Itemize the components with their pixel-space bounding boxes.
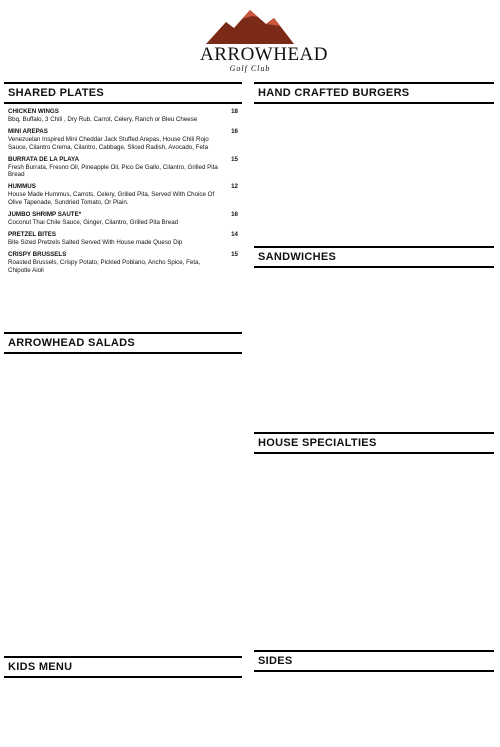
section-header-specialties: HOUSE SPECIALTIES — [254, 432, 494, 454]
menu-item-price: 16 — [231, 211, 238, 219]
menu-item — [8, 231, 238, 247]
menu-item-price: 12 — [231, 183, 238, 191]
burgers-list — [254, 104, 494, 108]
section-header-kids: KIDS MENU — [4, 656, 242, 678]
section-header-salads: ARROWHEAD SALADS — [4, 332, 242, 354]
sandwiches-column — [254, 246, 494, 272]
salads-list — [4, 354, 242, 358]
menu-item-price: 14 — [231, 231, 238, 239]
menu-item-name: MINI AREPAS — [8, 128, 48, 136]
menu-item-name: PRETZEL BITES — [8, 231, 57, 239]
sides-list — [254, 672, 494, 674]
menu-item — [8, 108, 238, 124]
menu-item — [8, 251, 238, 274]
kids-list — [8, 678, 238, 680]
menu-item-price: 18 — [231, 108, 238, 115]
section-header-burgers: HAND CRAFTED BURGERS — [254, 82, 494, 104]
specialties-column — [254, 432, 494, 458]
menu-item-description: House Made Hummus, Carrots, Celery, Grilled Pita, Served With Choice Of Olive Tapenade, Sundried Tomato, Or Plain. — [8, 191, 215, 207]
menu-item — [8, 211, 238, 227]
menu-item-description: Venezuelan Inspired Mini Cheddar Jack Stuffed Arepas, House Chili Rojo Sauce, Cilantro Crema, Cilantro, Cabbage, Sliced Radish, Avocado, Feta — [8, 136, 209, 151]
menu-item-name: JUMBO SHRIMP SAUTE* — [8, 211, 82, 219]
burgers-column — [254, 82, 494, 108]
menu-item — [8, 128, 238, 151]
menu-item-description: Fresh Burrata, Fresno Oil, Pineapple Oil, Pico De Gallo, Cilantro, Grilled Pita Bread — [8, 163, 218, 179]
sandwiches-list — [254, 268, 494, 272]
kids-column — [4, 656, 242, 680]
menu-item-price: 15 — [231, 251, 238, 259]
brand-name: ARROWHEAD — [200, 44, 328, 65]
sides-column — [254, 650, 494, 674]
mountain-logo-icon — [204, 6, 296, 46]
menu-item — [8, 183, 238, 206]
menu-item-description: Bite Sized Pretzels Salted Served With House made Queso Dip — [8, 239, 183, 247]
menu-item-name: CHICKEN WINGS — [8, 108, 59, 115]
section-header-shared-plates: SHARED PLATES — [4, 82, 242, 104]
menu-item-price: 16 — [231, 128, 238, 136]
shared-plates-list — [4, 104, 242, 275]
menu-item-name: CRISPY BRUSSELS — [8, 251, 67, 259]
menu-item — [8, 156, 238, 179]
menu-item-description: Coconut Thai Chile Sauce, Ginger, Cilantro, Grilled Pita Bread — [8, 219, 179, 227]
menu-item-description: Bbq, Buffalo, 3 Chili , Dry Rub, Carrot, Celery, Ranch or Bleu Cheese — [8, 116, 198, 123]
salads-column — [4, 332, 242, 358]
left-column — [4, 82, 242, 279]
section-header-sandwiches: SANDWICHES — [254, 246, 494, 268]
section-header-sides: SIDES — [254, 650, 494, 672]
logo — [200, 6, 328, 78]
menu-item-name: HUMMUS — [8, 183, 36, 191]
brand-subtitle: Golf Club — [229, 64, 271, 73]
specialties-list — [254, 454, 494, 458]
menu-item-description: Roasted Brussels, Crispy Potato, Pickled Poblano, Ancho Spice, Feta, Chipotle Aioli — [8, 259, 201, 274]
menu-item-name: BURRATA DE LA PLAYA — [8, 155, 80, 163]
menu-item-price: 15 — [231, 155, 238, 163]
